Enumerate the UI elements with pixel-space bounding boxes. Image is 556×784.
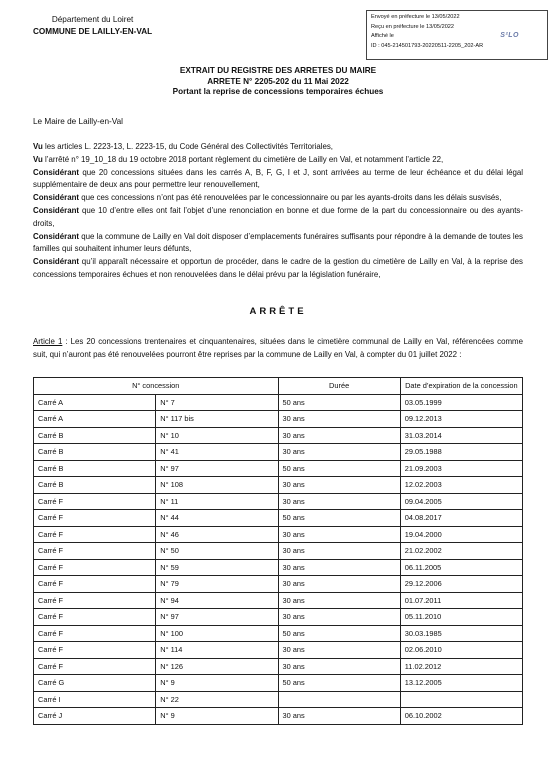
table-row [34, 576, 523, 593]
article-1-text: : Les 20 concessions trentenaires et cinquantenaires, situées dans le cimetière communal de Lailly en Val, référencées comme suit, qui n’auront pas été renouvelées pourront être reprises par la commune de Lailly en Val, à compter du 01 juillet 2022 : [33, 337, 523, 359]
table-row [34, 658, 523, 675]
cell-expiration: 04.08.2017 [400, 510, 522, 527]
cell-numero: N° 7 [156, 394, 278, 411]
title-line-2: ARRETE N° 2205-202 du 11 Mai 2022 [207, 76, 349, 86]
cell-numero: N° 11 [156, 493, 278, 510]
cell-duree: 30 ans [278, 559, 400, 576]
cell-carre: Carré F [34, 658, 156, 675]
header-expiration: Date d’expiration de la concession [400, 378, 522, 395]
cell-carre: Carré F [34, 510, 156, 527]
considerant-lead: Considérant [33, 205, 80, 215]
cell-numero: N° 46 [156, 526, 278, 543]
table-row [34, 592, 523, 609]
cell-expiration: 06.10.2002 [400, 708, 522, 725]
cell-expiration: 01.07.2011 [400, 592, 522, 609]
cell-carre: Carré B [34, 460, 156, 477]
cell-expiration: 29.05.1988 [400, 444, 522, 461]
cell-carre: Carré F [34, 592, 156, 609]
cell-expiration: 21.02.2002 [400, 543, 522, 560]
slo-logo: S²LO [500, 32, 519, 39]
commune-line: COMMUNE DE LAILLY-EN-VAL [33, 27, 153, 36]
considerant-text: que 10 d’entre elles ont fait l’objet d’une renonciation en bonne et due forme de la part du concessionnaire ou des ayants-droits, [33, 205, 523, 228]
considerant-text: l’arrêté n° 19_10_18 du 19 octobre 2018 portant règlement du cimetière de Lailly en Val, et notamment l’article 22, [42, 154, 444, 164]
cell-duree: 30 ans [278, 609, 400, 626]
cell-expiration: 30.03.1985 [400, 625, 522, 642]
cell-duree: 30 ans [278, 642, 400, 659]
cell-expiration: 02.06.2010 [400, 642, 522, 659]
cell-numero: N° 97 [156, 460, 278, 477]
cell-duree: 50 ans [278, 510, 400, 527]
considerant-text: les articles L. 2223-13, L. 2223-15, du Code Général des Collectivités Territoriales, [42, 142, 334, 151]
cell-duree: 30 ans [278, 477, 400, 494]
cell-expiration: 11.02.2012 [400, 658, 522, 675]
cell-duree: 30 ans [278, 411, 400, 428]
considerant-text: qu’il apparaît nécessaire et opportun de procéder, dans le cadre de la gestion du cimetière de Lailly en Val, à la reprise des concessions temporaires échues et non renouvelées dans le délai prévu par la législation funéraire, [33, 257, 523, 279]
article-1 [33, 336, 523, 361]
issuer-header [33, 14, 152, 38]
cell-duree: 30 ans [278, 493, 400, 510]
considerant-paragraph [33, 205, 523, 231]
considerant-lead: Considérant [33, 231, 80, 241]
cell-numero: N° 9 [156, 708, 278, 725]
cell-duree [278, 691, 400, 708]
cell-duree: 30 ans [278, 576, 400, 593]
cell-expiration: 03.05.1999 [400, 394, 522, 411]
table-row [34, 559, 523, 576]
table-row [34, 444, 523, 461]
cell-numero: N° 100 [156, 625, 278, 642]
table-row [34, 394, 523, 411]
cell-carre: Carré F [34, 493, 156, 510]
table-row [34, 493, 523, 510]
departement-line: Département du Loiret [51, 15, 134, 24]
table-row [34, 411, 523, 428]
table-row [34, 526, 523, 543]
cell-numero: N° 50 [156, 543, 278, 560]
cell-duree: 50 ans [278, 625, 400, 642]
table-row [34, 427, 523, 444]
cell-expiration: 09.12.2013 [400, 411, 522, 428]
considerant-lead: Vu [33, 154, 43, 164]
considerant-paragraph [33, 154, 523, 167]
considerant-text: que 20 concessions situées dans les carrés A, B, F, G, I et J, sont arrivées au terme de leur échéance et du délai légal supplémentaire de deux ans pour permettre leur renouvellement, [33, 167, 523, 190]
cell-expiration: 31.03.2014 [400, 427, 522, 444]
cell-numero: N° 94 [156, 592, 278, 609]
cell-duree: 30 ans [278, 526, 400, 543]
header-concession: N° concession [34, 378, 279, 395]
cell-expiration: 06.11.2005 [400, 559, 522, 576]
cell-duree: 30 ans [278, 592, 400, 609]
cell-numero: N° 79 [156, 576, 278, 593]
cell-expiration: 13.12.2005 [400, 675, 522, 692]
stamp-recu: Reçu en préfecture le 13/05/2022 [371, 23, 455, 30]
table-row [34, 642, 523, 659]
considerant-lead: Vu [33, 142, 43, 151]
cell-carre: Carré I [34, 691, 156, 708]
cell-duree: 30 ans [278, 427, 400, 444]
table-row [34, 675, 523, 692]
cell-numero: N° 10 [156, 427, 278, 444]
cell-numero: N° 108 [156, 477, 278, 494]
cell-carre: Carré J [34, 708, 156, 725]
cell-numero: N° 114 [156, 642, 278, 659]
cell-duree: 30 ans [278, 658, 400, 675]
stamp-envoye: Envoyé en préfecture le 13/05/2022 [371, 14, 460, 20]
table-row [34, 460, 523, 477]
cell-carre: Carré F [34, 559, 156, 576]
considerant-paragraph [33, 256, 523, 282]
cell-numero: N° 126 [156, 658, 278, 675]
table-row [34, 477, 523, 494]
cell-carre: Carré F [34, 642, 156, 659]
cell-expiration: 09.04.2005 [400, 493, 522, 510]
prefecture-stamp [366, 10, 548, 60]
cell-expiration: 21.09.2003 [400, 460, 522, 477]
table-row [34, 691, 523, 708]
header-duree: Durée [278, 378, 400, 395]
cell-numero: N° 117 bis [156, 411, 278, 428]
considerant-lead: Considérant [33, 193, 80, 203]
cell-numero: N° 41 [156, 444, 278, 461]
cell-duree: 50 ans [278, 394, 400, 411]
concessions-table [33, 377, 523, 725]
table-row [34, 510, 523, 527]
mayor-line: Le Maire de Lailly-en-Val [33, 117, 123, 126]
considerant-lead: Considérant [33, 257, 80, 267]
article-1-label: Article 1 [33, 337, 63, 346]
considerant-paragraph [33, 167, 523, 193]
cell-numero: N° 97 [156, 609, 278, 626]
table-header-row [34, 378, 523, 395]
cell-carre: Carré B [34, 444, 156, 461]
cell-numero: N° 9 [156, 675, 278, 692]
cell-numero: N° 59 [156, 559, 278, 576]
cell-expiration: 05.11.2010 [400, 609, 522, 626]
cell-expiration: 19.04.2000 [400, 526, 522, 543]
title-line-1: EXTRAIT DU REGISTRE DES ARRETES DU MAIRE [179, 66, 377, 75]
document-title [0, 66, 556, 98]
cell-expiration [400, 691, 522, 708]
cell-carre: Carré F [34, 543, 156, 560]
cell-carre: Carré F [34, 609, 156, 626]
cell-duree: 50 ans [278, 460, 400, 477]
cell-carre: Carré B [34, 427, 156, 444]
considerant-lead: Considérant [33, 167, 80, 177]
title-line-3: Portant la reprise de concessions temporaires échues [172, 87, 384, 96]
cell-numero: N° 22 [156, 691, 278, 708]
table-row [34, 609, 523, 626]
considerant-text: que la commune de Lailly en Val doit disposer d’emplacements funéraires suffisants pour répondre à la demande de toutes les familles qui souhaitent inhumer leurs défunts, [33, 231, 523, 254]
table-row [34, 625, 523, 642]
table-row [34, 708, 523, 725]
cell-duree: 30 ans [278, 543, 400, 560]
stamp-id: ID : 045-214501793-20220511-2205_202-AR [371, 42, 484, 49]
cell-carre: Carré A [34, 411, 156, 428]
cell-carre: Carré F [34, 625, 156, 642]
stamp-affiche: Affiché le [371, 33, 394, 40]
cell-carre: Carré F [34, 526, 156, 543]
cell-duree: 30 ans [278, 708, 400, 725]
table-row [34, 543, 523, 560]
considerant-text: que ces concessions n’ont pas été renouvelées par le concessionnaire ou par les ayants-droits dans les délais susvisés, [79, 193, 502, 203]
considerant-paragraph [33, 141, 523, 154]
cell-expiration: 29.12.2006 [400, 576, 522, 593]
cell-carre: Carré F [34, 576, 156, 593]
arrete-heading: ARRÊTE [249, 306, 307, 317]
considerants-block [33, 141, 523, 282]
cell-duree: 50 ans [278, 675, 400, 692]
cell-carre: Carré G [34, 675, 156, 692]
cell-carre: Carré B [34, 477, 156, 494]
cell-numero: N° 44 [156, 510, 278, 527]
considerant-paragraph [33, 231, 523, 257]
considerant-paragraph [33, 192, 523, 205]
cell-expiration: 12.02.2003 [400, 477, 522, 494]
cell-duree: 30 ans [278, 444, 400, 461]
cell-carre: Carré A [34, 394, 156, 411]
